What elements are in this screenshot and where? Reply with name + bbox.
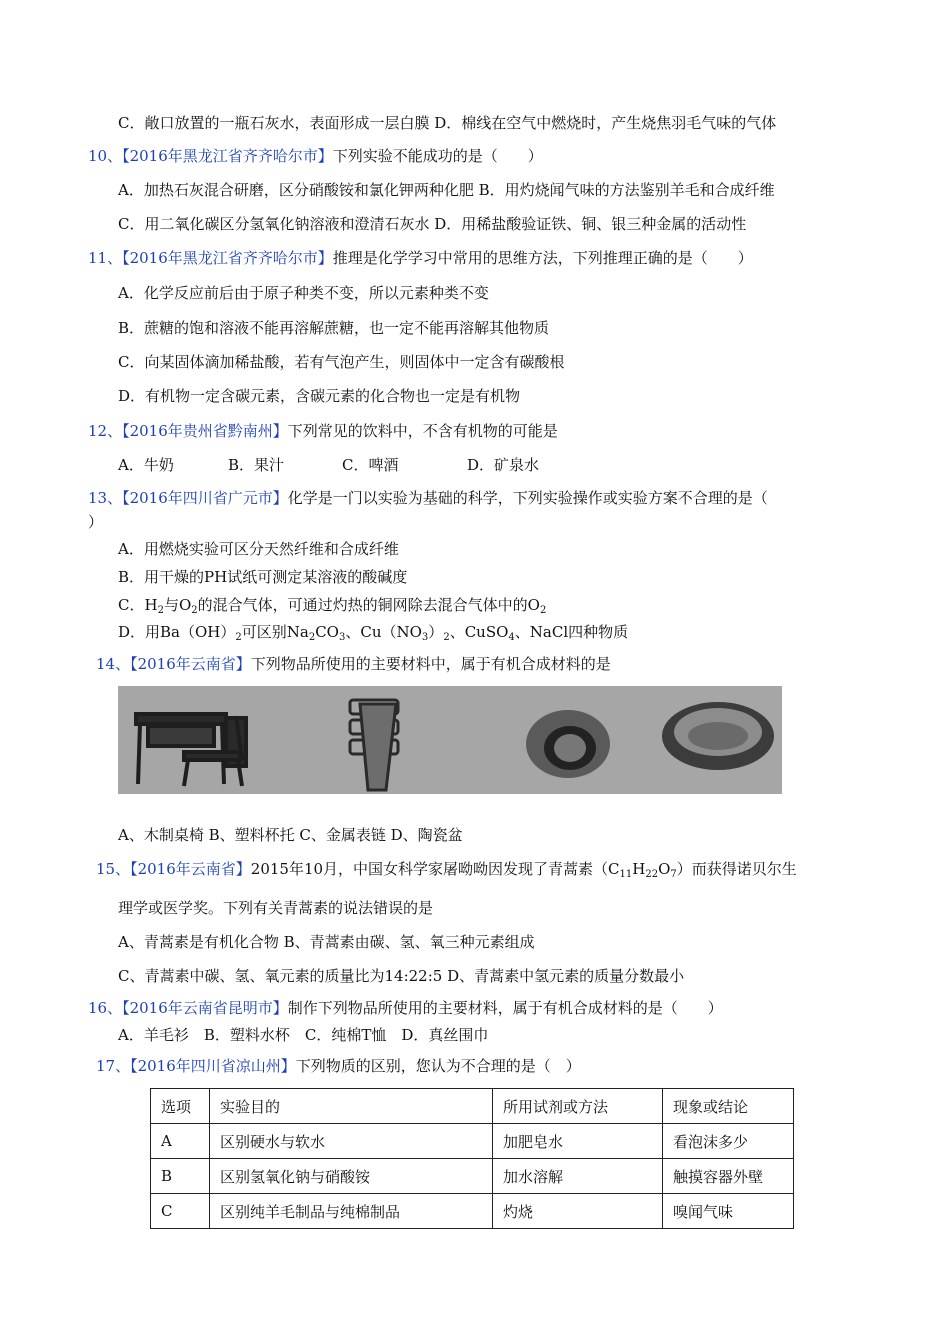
- question-14: [96, 654, 611, 674]
- table-cell: 嗅闻气味: [663, 1194, 794, 1229]
- question-stem: 下列常见的饮料中，不含有机物的可能是: [287, 422, 558, 440]
- question-number: 16、: [88, 999, 123, 1017]
- question-number: 12、: [88, 422, 123, 440]
- question-16: [88, 998, 723, 1018]
- q12-option-c: C．啤酒: [342, 456, 399, 474]
- question-10: [88, 146, 543, 166]
- question-11: [88, 248, 753, 268]
- question-12: [88, 421, 558, 441]
- table-cell: C: [151, 1194, 210, 1229]
- q12-option-d: D．矿泉水: [467, 456, 540, 474]
- question-number: 10、: [88, 147, 123, 165]
- table-cell: B: [151, 1159, 210, 1194]
- question-15-stem-continued: 理学或医学奖。下列有关青蒿素的说法错误的是: [118, 899, 434, 917]
- table-header-cell: 现象或结论: [663, 1089, 794, 1124]
- q13-option-c: C．$H_2$与$O_2$的混合气体，可通过灼热的铜网除去混合气体中的$O_2$: [118, 596, 547, 616]
- q11-option-b: B．蔗糖的饱和溶液不能再溶解蔗糖，也一定不能再溶解其他物质: [118, 319, 550, 337]
- q12-option-b: B．果汁: [228, 456, 285, 474]
- table-row: [151, 1159, 794, 1194]
- question-13: [88, 488, 768, 508]
- table-cell: A: [151, 1124, 210, 1159]
- table-header-cell: 实验目的: [210, 1089, 493, 1124]
- question-number: 14、: [96, 655, 131, 673]
- question-source: 【2016年云南省】: [130, 860, 251, 878]
- question-stem: 下列物质的区别，您认为不合理的是（ ）: [295, 1057, 581, 1075]
- table-cell: 区别氢氧化钠与硝酸铵: [210, 1159, 493, 1194]
- table-cell: 灼烧: [493, 1194, 663, 1229]
- question-number: 13、: [88, 489, 123, 507]
- q15-option-ab: A、青蒿素是有机化合物 B、青蒿素由碳、氢、氧三种元素组成: [118, 933, 535, 951]
- question-stem: 下列物品所使用的主要材料中，属于有机合成材料的是: [250, 655, 611, 673]
- q16-options: A．羊毛衫 B．塑料水杯 C．纯棉T恤 D．真丝围巾: [118, 1026, 489, 1044]
- table-row: [151, 1124, 794, 1159]
- table-cell: 加肥皂水: [493, 1124, 663, 1159]
- question-stem: 推理是化学学习中常用的思维方法，下列推理正确的是（ ）: [332, 249, 753, 267]
- q14-options: A、木制桌椅 B、塑料杯托 C、金属表链 D、陶瓷盆: [118, 826, 463, 844]
- question-stem: 下列实验不能成功的是（ ）: [332, 147, 543, 165]
- question-stem: 制作下列物品所使用的主要材料，属于有机合成材料的是（ ）: [287, 999, 723, 1017]
- basin-image: [662, 702, 774, 770]
- table-header-cell: 所用试剂或方法: [493, 1089, 663, 1124]
- question-stem: 化学是一门以实验为基础的科学，下列实验操作或实验方案不合理的是（: [287, 489, 768, 507]
- watch-image: [526, 710, 610, 778]
- q10-option-cd: C．用二氧化碳区分氢氧化钠溶液和澄清石灰水 D．用稀盐酸验证铁、铜、银三种金属的活动性: [118, 215, 747, 233]
- question-number: 17、: [96, 1057, 131, 1075]
- question-source: 【2016年云南省】: [130, 655, 251, 673]
- q12-option-a: A．牛奶: [118, 456, 174, 474]
- question-17: [96, 1056, 581, 1076]
- q11-option-a: A．化学反应前后由于原子种类不变，所以元素种类不变: [118, 284, 489, 302]
- q15-option-cd: C、青蒿素中碳、氢、氧元素的质量比为14:22:5 D、青蒿素中氢元素的质量分数最小: [118, 967, 685, 985]
- question-source: 【2016年四川省凉山州】: [130, 1057, 296, 1075]
- q13-option-a: A．用燃烧实验可区分天然纤维和合成纤维: [118, 540, 399, 558]
- question-source: 【2016年云南省昆明市】: [122, 999, 288, 1017]
- question-number: 11、: [88, 249, 123, 267]
- table-cell: 看泡沫多少: [663, 1124, 794, 1159]
- q11-option-c: C．向某固体滴加稀盐酸，若有气泡产生，则固体中一定含有碳酸根: [118, 353, 565, 371]
- question-source: 【2016年四川省广元市】: [122, 489, 288, 507]
- q10-option-ab: A．加热石灰混合研磨，区分硝酸铵和氯化钾两种化肥 B．用灼烧闻气味的方法鉴别羊毛和合成纤维: [118, 181, 775, 199]
- comparison-table: [150, 1088, 794, 1229]
- materials-photo: [118, 686, 782, 794]
- q11-option-d: D．有机物一定含碳元素，含碳元素的化合物也一定是有机物: [118, 387, 521, 405]
- question-number: 15、: [96, 860, 131, 878]
- q13-option-b: B．用干燥的PH试纸可测定某溶液的酸碱度: [118, 568, 408, 586]
- question-source: 【2016年黑龙江省齐齐哈尔市】: [122, 147, 333, 165]
- table-header-cell: 选项: [151, 1089, 210, 1124]
- question-source: 【2016年黑龙江省齐齐哈尔市】: [122, 249, 333, 267]
- table-cell: 加水溶解: [493, 1159, 663, 1194]
- table-row: [151, 1194, 794, 1229]
- q9-option-cd: C．敞口放置的一瓶石灰水，表面形成一层白膜 D．棉线在空气中燃烧时，产生烧焦羽毛气味的气体: [118, 114, 777, 132]
- table-cell: 区别硬水与软水: [210, 1124, 493, 1159]
- q13-option-d: D．用$Ba(OH)_2$可区别$Na_2CO_3$、$Cu(NO_3)_2$、CuSO$_4$、NaCl四种物质: [118, 623, 629, 643]
- question-15: 15、【2016年云南省】2015年10月，中国女科学家屠呦呦因发现了青蒿素$(C_{11}H_{22}O_7)$而获得诺贝尔生: [96, 860, 797, 880]
- table-cell: 区别纯羊毛制品与纯棉制品: [210, 1194, 493, 1229]
- table-cell: 触摸容器外壁: [663, 1159, 794, 1194]
- table-header-row: [151, 1089, 794, 1124]
- question-13-stem-continued: ）: [88, 513, 104, 531]
- question-source: 【2016年贵州省黔南州】: [122, 422, 288, 440]
